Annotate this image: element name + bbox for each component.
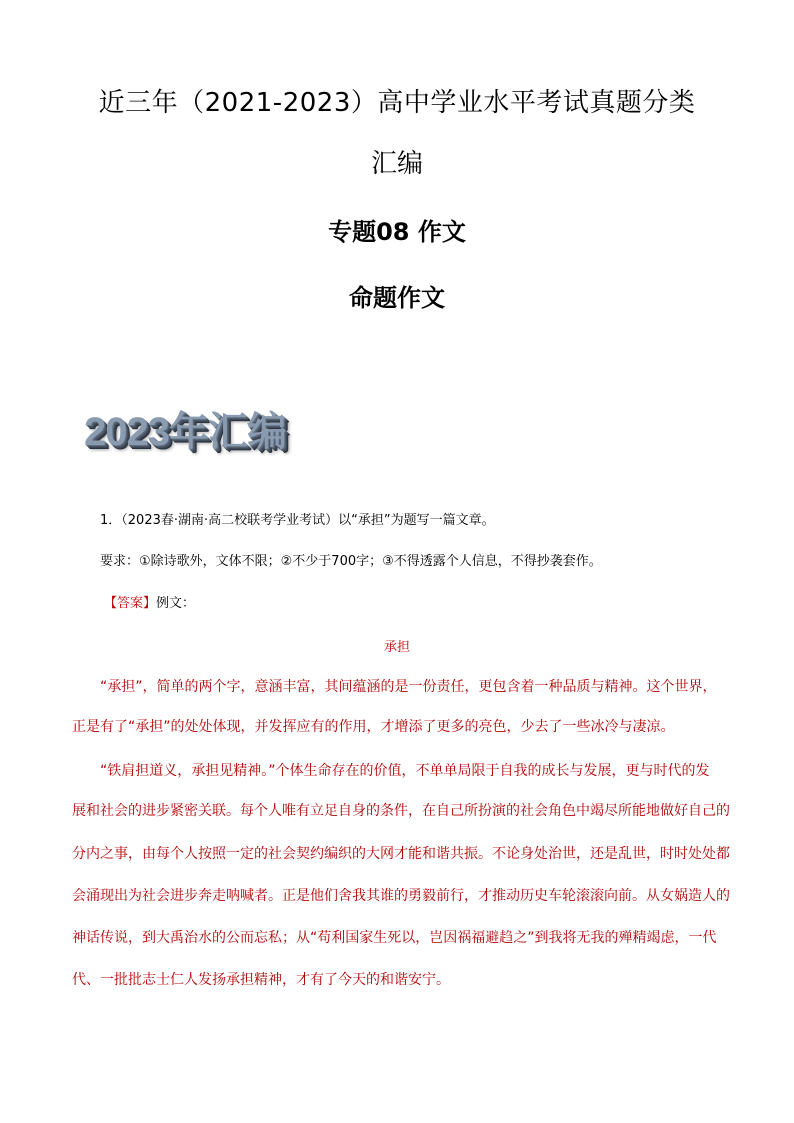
question-requirements: 要求：①除诗歌外，文体不限；②不少于700字；③不得透露个人信息，不得抄袭套作。 bbox=[100, 554, 602, 569]
essay-line: 展和社会的进步紧密关联。每个人唯有立足自身的条件，在自己所扮演的社会角色中竭尽所能地做好自己的 bbox=[72, 803, 730, 819]
essay-line: 会涌现出为社会进步奔走呐喊者。正是他们舍我其谁的勇毅前行，才推动历史车轮滚滚向前。从女娲造人的 bbox=[72, 888, 730, 904]
answer-tag: 【答案】 bbox=[104, 596, 157, 611]
essay-line: “铁肩担道义，承担见精神。”个体生命存在的价值，不单单局限于自我的成长与发展，更与时代的发 bbox=[100, 763, 710, 779]
essay-line: “承担”，简单的两个字，意涵丰富，其间蕴涵的是一份责任，更包含着一种品质与精神。这个世界， bbox=[100, 679, 717, 695]
essay-title: 承担 bbox=[383, 640, 410, 655]
essay-line: 代、一批批志士仁人发扬承担精神，才有了今天的和谐安宁。 bbox=[72, 972, 450, 988]
answer-label bbox=[104, 592, 195, 611]
category-heading: 命题作文 bbox=[349, 284, 445, 312]
essay-line: 分内之事，由每个人按照一定的社会契约编织的大网才能和谐共振。不论身处治世，还是乱世，时时处处都 bbox=[72, 846, 730, 862]
document-title-continued: 汇编 bbox=[370, 149, 423, 179]
document-title: 近三年（2021-2023）高中学业水平考试真题分类 bbox=[98, 88, 696, 118]
topic-heading: 专题08 作文 bbox=[328, 218, 466, 246]
answer-text: 例文： bbox=[156, 596, 196, 611]
year-banner: 2023年汇编 bbox=[84, 410, 286, 454]
question-prompt: 1．（2023春·湖南·高二校联考学业考试）以“承担”为题写一篇文章。 bbox=[100, 513, 495, 528]
essay-line: 正是有了“承担”的处处体现，并发挥应有的作用，才增添了更多的亮色，少去了一些冰冷与凄凉。 bbox=[72, 719, 675, 735]
essay-line: 神话传说，到大禹治水的公而忘私；从“苟利国家生死以，岂因祸福避趋之”到我将无我的殚精竭虑，一代 bbox=[72, 930, 717, 946]
